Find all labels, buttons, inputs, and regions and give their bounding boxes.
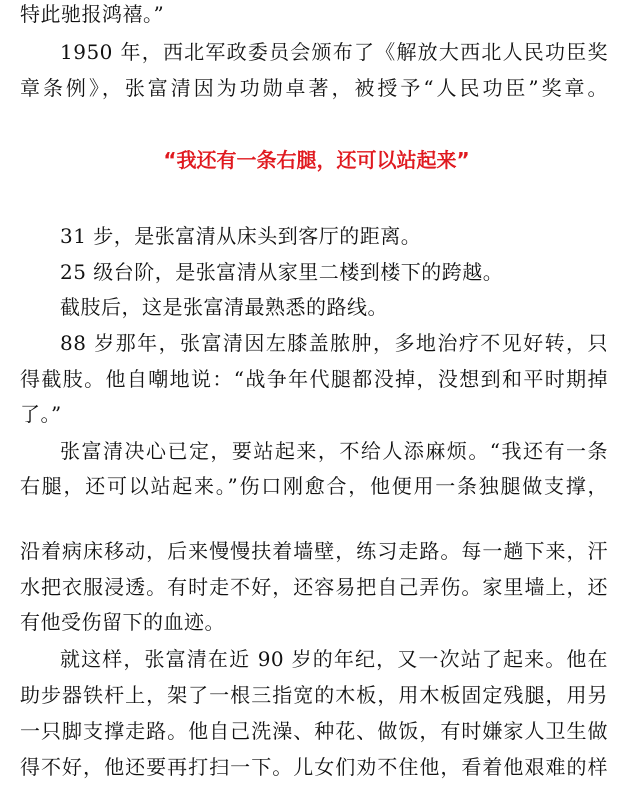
paragraph-line: 25 级台阶，是张富清从家里二楼到楼下的跨越。 [60, 260, 504, 284]
paragraph-line: 沿着病床移动，后来慢慢扶着墙壁，练习走路。每一趟下来，汗 [20, 539, 608, 563]
paragraph-line: 了。” [20, 402, 62, 426]
paragraph-line: 特此驰报鸿禧。” [20, 2, 165, 26]
paragraph-line: 张富清决心已定，要站起来，不给人添麻烦。“我还有一条 [60, 439, 608, 463]
paragraph-line: 有他受伤留下的血迹。 [20, 610, 225, 634]
paragraph-line: 88 岁那年，张富清因左膝盖脓肿，多地治疗不见好转，只 [60, 331, 608, 355]
paragraph-line: 右腿，还可以站起来。”伤口刚愈合，他便用一条独腿做支撑， [20, 474, 608, 498]
paragraph-line: 得截肢。他自嘲地说：“战争年代腿都没掉，没想到和平时期掉 [20, 367, 608, 391]
paragraph-line: 水把衣服浸透。有时走不好，还容易把自己弄伤。家里墙上，还 [20, 575, 608, 599]
paragraph-line: 就这样，张富清在近 90 岁的年纪，又一次站了起来。他在 [60, 647, 608, 671]
paragraph-line: 章条例》，张富清因为功勋卓著，被授予“人民功臣”奖章。 [20, 76, 608, 100]
paragraph-line: 助步器铁杆上，架了一根三指宽的木板，用木板固定残腿，用另 [20, 683, 608, 707]
section-heading: “我还有一条右腿，还可以站起来” [163, 148, 470, 172]
paragraph-line: 1950 年，西北军政委员会颁布了《解放大西北人民功臣奖 [60, 40, 608, 64]
paragraph-line: 得不好，他还要再打扫一下。儿女们劝不住他，看着他艰难的样 [20, 755, 608, 779]
paragraph-line: 一只脚支撑走路。他自己洗澡、种花、做饭，有时嫌家人卫生做 [20, 719, 608, 743]
paragraph-line: 截肢后，这是张富清最熟悉的路线。 [60, 295, 388, 319]
paragraph-line: 31 步，是张富清从床头到客厅的距离。 [60, 224, 422, 248]
